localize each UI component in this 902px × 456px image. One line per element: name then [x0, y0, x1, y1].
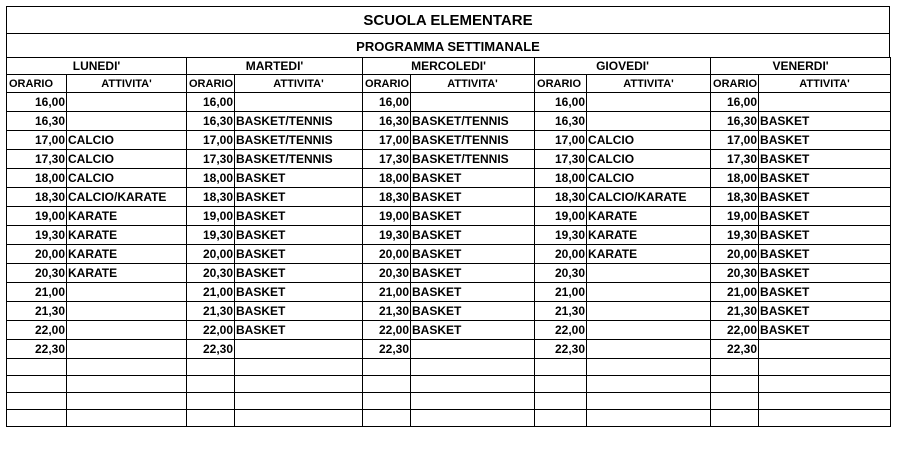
time-cell: 21,30 — [535, 302, 587, 321]
activity-cell — [759, 340, 891, 359]
activity-cell: BASKET — [235, 264, 363, 283]
time-cell: 20,00 — [535, 245, 587, 264]
schedule-row — [7, 321, 891, 340]
time-cell: 18,00 — [7, 169, 67, 188]
activity-cell: CALCIO — [587, 131, 711, 150]
time-cell: 22,30 — [363, 340, 411, 359]
activity-cell: KARATE — [67, 245, 187, 264]
activity-cell: BASKET — [411, 207, 535, 226]
activity-cell: BASKET — [759, 302, 891, 321]
schedule-row — [7, 264, 891, 283]
activity-cell: BASKET — [759, 207, 891, 226]
time-cell: 16,30 — [7, 112, 67, 131]
time-cell: 17,00 — [363, 131, 411, 150]
activity-cell: BASKET — [759, 150, 891, 169]
time-cell: 19,00 — [7, 207, 67, 226]
empty-cell — [535, 410, 587, 427]
time-cell: 16,30 — [535, 112, 587, 131]
day-header-giovedi: GIOVEDI' — [535, 58, 711, 75]
time-column-header: ORARIO — [711, 75, 759, 93]
activity-cell: BASKET — [235, 321, 363, 340]
empty-cell — [535, 376, 587, 393]
empty-row — [7, 376, 891, 393]
schedule-row — [7, 340, 891, 359]
time-cell: 17,00 — [711, 131, 759, 150]
activity-cell: KARATE — [67, 207, 187, 226]
empty-cell — [535, 393, 587, 410]
time-cell: 16,30 — [363, 112, 411, 131]
activity-cell: KARATE — [67, 226, 187, 245]
activity-cell — [587, 340, 711, 359]
time-column-header: ORARIO — [535, 75, 587, 93]
time-cell: 19,30 — [363, 226, 411, 245]
day-header-lunedi: LUNEDI' — [7, 58, 187, 75]
empty-cell — [187, 410, 235, 427]
day-header-mercoledi: MERCOLEDI' — [363, 58, 535, 75]
time-cell: 17,30 — [363, 150, 411, 169]
activity-cell: BASKET — [235, 188, 363, 207]
time-cell: 16,30 — [711, 112, 759, 131]
empty-cell — [535, 359, 587, 376]
day-header-row — [7, 58, 891, 75]
time-cell: 19,00 — [187, 207, 235, 226]
activity-cell: KARATE — [587, 207, 711, 226]
activity-cell — [235, 93, 363, 112]
empty-cell — [235, 393, 363, 410]
time-cell: 21,00 — [535, 283, 587, 302]
schedule-row — [7, 283, 891, 302]
schedule-sheet — [6, 6, 890, 450]
time-cell: 17,00 — [535, 131, 587, 150]
empty-row — [7, 359, 891, 376]
empty-cell — [187, 376, 235, 393]
schedule-row — [7, 112, 891, 131]
activity-cell: BASKET — [235, 302, 363, 321]
time-cell: 21,00 — [711, 283, 759, 302]
empty-cell — [187, 359, 235, 376]
empty-cell — [759, 376, 891, 393]
empty-cell — [711, 393, 759, 410]
time-cell: 17,30 — [535, 150, 587, 169]
activity-cell: BASKET — [759, 112, 891, 131]
empty-cell — [587, 359, 711, 376]
empty-cell — [587, 393, 711, 410]
time-cell: 22,30 — [711, 340, 759, 359]
activity-cell — [67, 112, 187, 131]
activity-cell: BASKET — [235, 226, 363, 245]
activity-cell: CALCIO — [587, 169, 711, 188]
activity-cell: CALCIO — [67, 169, 187, 188]
activity-column-header: ATTIVITA' — [67, 75, 187, 93]
activity-cell: CALCIO — [67, 150, 187, 169]
activity-cell — [759, 93, 891, 112]
time-cell: 22,00 — [363, 321, 411, 340]
activity-cell — [67, 93, 187, 112]
activity-cell: KARATE — [587, 245, 711, 264]
time-cell: 21,30 — [711, 302, 759, 321]
time-cell: 22,00 — [535, 321, 587, 340]
activity-cell: BASKET — [411, 283, 535, 302]
schedule-row — [7, 207, 891, 226]
day-header-martedi: MARTEDI' — [187, 58, 363, 75]
activity-cell: BASKET — [411, 188, 535, 207]
activity-cell: BASKET — [411, 302, 535, 321]
activity-cell: BASKET/TENNIS — [411, 150, 535, 169]
schedule-row — [7, 169, 891, 188]
empty-cell — [67, 410, 187, 427]
activity-cell: BASKET — [759, 245, 891, 264]
time-cell: 16,00 — [535, 93, 587, 112]
activity-cell: BASKET — [411, 169, 535, 188]
time-cell: 18,00 — [187, 169, 235, 188]
day-header-venerdi: VENERDI' — [711, 58, 891, 75]
activity-cell — [67, 283, 187, 302]
activity-cell — [587, 264, 711, 283]
time-cell: 19,00 — [711, 207, 759, 226]
time-cell: 16,30 — [187, 112, 235, 131]
empty-cell — [759, 410, 891, 427]
activity-cell: BASKET — [411, 226, 535, 245]
activity-cell: CALCIO/KARATE — [587, 188, 711, 207]
empty-cell — [411, 410, 535, 427]
time-cell: 22,00 — [7, 321, 67, 340]
activity-cell — [411, 93, 535, 112]
activity-column-header: ATTIVITA' — [235, 75, 363, 93]
time-cell: 16,00 — [7, 93, 67, 112]
empty-cell — [235, 410, 363, 427]
empty-cell — [235, 376, 363, 393]
empty-cell — [363, 359, 411, 376]
time-cell: 22,30 — [7, 340, 67, 359]
activity-cell — [587, 283, 711, 302]
empty-cell — [411, 393, 535, 410]
time-cell: 21,00 — [363, 283, 411, 302]
activity-cell: CALCIO — [587, 150, 711, 169]
time-cell: 20,30 — [711, 264, 759, 283]
time-cell: 18,30 — [7, 188, 67, 207]
activity-cell: BASKET — [411, 245, 535, 264]
time-cell: 18,30 — [711, 188, 759, 207]
time-cell: 20,00 — [187, 245, 235, 264]
empty-cell — [7, 393, 67, 410]
activity-cell — [235, 340, 363, 359]
time-cell: 20,00 — [7, 245, 67, 264]
empty-cell — [7, 410, 67, 427]
activity-cell — [587, 302, 711, 321]
activity-column-header: ATTIVITA' — [411, 75, 535, 93]
activity-cell: BASKET — [759, 264, 891, 283]
empty-cell — [711, 410, 759, 427]
activity-cell: BASKET — [759, 283, 891, 302]
time-cell: 19,30 — [7, 226, 67, 245]
time-cell: 19,00 — [535, 207, 587, 226]
activity-cell: BASKET — [411, 264, 535, 283]
activity-cell: BASKET — [759, 188, 891, 207]
activity-column-header: ATTIVITA' — [587, 75, 711, 93]
empty-cell — [759, 359, 891, 376]
activity-cell — [587, 112, 711, 131]
time-cell: 19,30 — [187, 226, 235, 245]
activity-cell: BASKET — [235, 283, 363, 302]
schedule-row — [7, 150, 891, 169]
time-cell: 19,30 — [535, 226, 587, 245]
activity-cell: BASKET — [235, 245, 363, 264]
time-cell: 20,30 — [7, 264, 67, 283]
time-cell: 18,30 — [535, 188, 587, 207]
activity-cell: BASKET/TENNIS — [235, 150, 363, 169]
time-cell: 18,30 — [363, 188, 411, 207]
schedule-row — [7, 93, 891, 112]
time-cell: 18,00 — [363, 169, 411, 188]
time-cell: 22,30 — [535, 340, 587, 359]
time-cell: 19,00 — [363, 207, 411, 226]
empty-cell — [67, 376, 187, 393]
time-cell: 21,00 — [7, 283, 67, 302]
time-cell: 21,30 — [363, 302, 411, 321]
activity-cell: BASKET/TENNIS — [411, 131, 535, 150]
activity-cell — [67, 321, 187, 340]
time-cell: 20,30 — [363, 264, 411, 283]
activity-cell: BASKET/TENNIS — [411, 112, 535, 131]
school-title: SCUOLA ELEMENTARE — [6, 6, 890, 33]
empty-cell — [363, 393, 411, 410]
empty-cell — [587, 376, 711, 393]
empty-row — [7, 393, 891, 410]
schedule-row — [7, 245, 891, 264]
empty-cell — [711, 359, 759, 376]
time-cell: 21,30 — [187, 302, 235, 321]
time-cell: 21,30 — [7, 302, 67, 321]
time-cell: 18,00 — [535, 169, 587, 188]
time-cell: 17,00 — [7, 131, 67, 150]
activity-cell: KARATE — [587, 226, 711, 245]
time-cell: 22,00 — [711, 321, 759, 340]
activity-cell: BASKET — [759, 169, 891, 188]
time-column-header: ORARIO — [187, 75, 235, 93]
empty-cell — [711, 376, 759, 393]
empty-cell — [587, 410, 711, 427]
time-cell: 17,00 — [187, 131, 235, 150]
activity-cell: BASKET — [235, 169, 363, 188]
empty-cell — [7, 376, 67, 393]
empty-cell — [67, 393, 187, 410]
time-cell: 20,00 — [363, 245, 411, 264]
empty-cell — [187, 393, 235, 410]
activity-cell — [411, 340, 535, 359]
empty-cell — [363, 410, 411, 427]
activity-cell: BASKET/TENNIS — [235, 112, 363, 131]
empty-cell — [67, 359, 187, 376]
time-cell: 18,00 — [711, 169, 759, 188]
schedule-row — [7, 302, 891, 321]
empty-cell — [411, 359, 535, 376]
activity-cell: BASKET — [411, 321, 535, 340]
empty-cell — [411, 376, 535, 393]
time-cell: 19,30 — [711, 226, 759, 245]
schedule-row — [7, 188, 891, 207]
time-cell: 17,30 — [711, 150, 759, 169]
activity-cell: BASKET — [759, 321, 891, 340]
activity-cell — [67, 340, 187, 359]
activity-cell: BASKET/TENNIS — [235, 131, 363, 150]
time-cell: 16,00 — [187, 93, 235, 112]
schedule-row — [7, 131, 891, 150]
time-cell: 22,00 — [187, 321, 235, 340]
activity-cell — [67, 302, 187, 321]
activity-cell: BASKET — [759, 131, 891, 150]
time-column-header: ORARIO — [363, 75, 411, 93]
activity-cell: BASKET — [235, 207, 363, 226]
time-cell: 17,30 — [187, 150, 235, 169]
activity-cell: KARATE — [67, 264, 187, 283]
schedule-row — [7, 226, 891, 245]
time-cell: 18,30 — [187, 188, 235, 207]
empty-cell — [759, 393, 891, 410]
empty-cell — [363, 376, 411, 393]
empty-cell — [235, 359, 363, 376]
weekly-schedule-table — [6, 57, 891, 427]
activity-cell — [587, 321, 711, 340]
activity-cell: CALCIO — [67, 131, 187, 150]
activity-cell — [587, 93, 711, 112]
time-cell: 20,00 — [711, 245, 759, 264]
empty-row — [7, 410, 891, 427]
activity-cell: CALCIO/KARATE — [67, 188, 187, 207]
time-column-header: ORARIO — [7, 75, 67, 93]
time-cell: 16,00 — [363, 93, 411, 112]
schedule-subtitle: PROGRAMMA SETTIMANALE — [6, 33, 890, 57]
time-cell: 21,00 — [187, 283, 235, 302]
time-cell: 20,30 — [187, 264, 235, 283]
time-cell: 16,00 — [711, 93, 759, 112]
activity-cell: BASKET — [759, 226, 891, 245]
activity-column-header: ATTIVITA' — [759, 75, 891, 93]
time-cell: 22,30 — [187, 340, 235, 359]
time-cell: 20,30 — [535, 264, 587, 283]
column-header-row — [7, 75, 891, 93]
empty-cell — [7, 359, 67, 376]
time-cell: 17,30 — [7, 150, 67, 169]
